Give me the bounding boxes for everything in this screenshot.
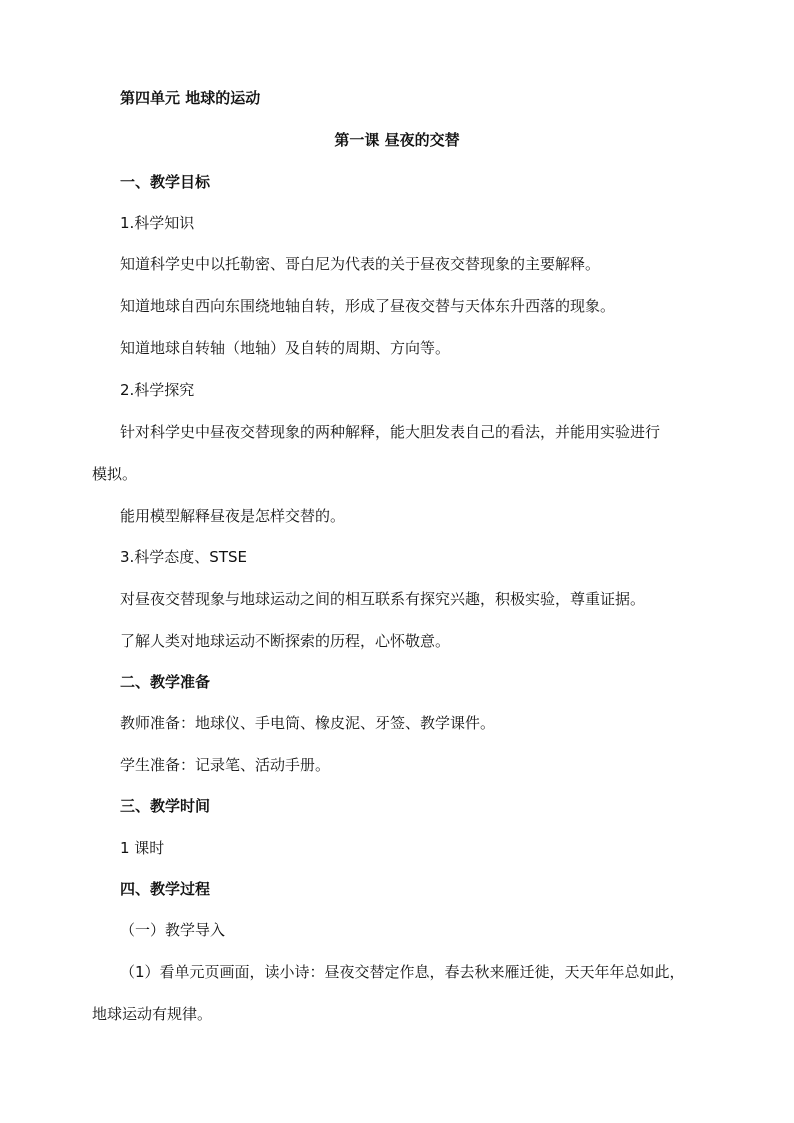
section-heading-time: 三、教学时间 <box>120 797 211 815</box>
paragraph: 学生准备：记录笔、活动手册。 <box>120 756 331 774</box>
paragraph: 对昼夜交替现象与地球运动之间的相互联系有探究兴趣，积极实验，尊重证据。 <box>120 590 646 608</box>
subsection-label-knowledge: 1.科学知识 <box>120 214 195 232</box>
paragraph: 知道地球自转轴（地轴）及自转的周期、方向等。 <box>120 339 451 357</box>
paragraph-line: （1）看单元页画面，读小诗：昼夜交替定作息，春去秋来雁迁徙，天天年年总如此， <box>120 963 685 981</box>
subsection-label-inquiry: 2.科学探究 <box>120 381 195 399</box>
paragraph: 了解人类对地球运动不断探索的历程，心怀敬意。 <box>120 632 451 650</box>
paragraph: 1 课时 <box>120 839 165 857</box>
subsection-label-intro: （一）教学导入 <box>120 921 226 939</box>
section-heading-process: 四、教学过程 <box>120 880 211 898</box>
lesson-title <box>0 130 794 150</box>
paragraph: 能用模型解释昼夜是怎样交替的。 <box>120 507 346 525</box>
lesson-title-text: 第一课 昼夜的交替 <box>334 131 460 149</box>
paragraph: 知道科学史中以托勒密、哥白尼为代表的关于昼夜交替现象的主要解释。 <box>120 255 601 273</box>
section-heading-objectives: 一、教学目标 <box>120 173 211 191</box>
paragraph-line: 针对科学史中昼夜交替现象的两种解释，能大胆发表自己的看法，并能用实验进行 <box>120 423 661 441</box>
unit-title: 第四单元 地球的运动 <box>120 89 261 107</box>
subsection-label-attitude: 3.科学态度、STSE <box>120 548 247 566</box>
paragraph-line: 地球运动有规律。 <box>92 1005 213 1023</box>
paragraph-line: 模拟。 <box>92 465 138 483</box>
section-heading-preparation: 二、教学准备 <box>120 673 211 691</box>
paragraph: 教师准备：地球仪、手电筒、橡皮泥、牙签、教学课件。 <box>120 714 496 732</box>
paragraph: 知道地球自西向东围绕地轴自转，形成了昼夜交替与天体东升西落的现象。 <box>120 297 616 315</box>
